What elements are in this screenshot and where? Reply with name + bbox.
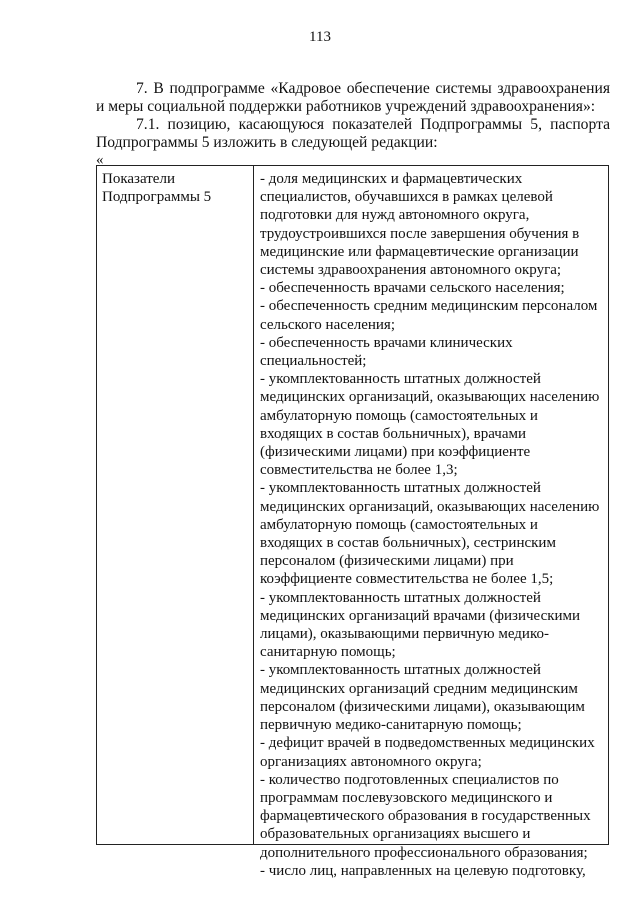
table-label-line: Показатели [102,171,175,187]
indicator-line: амбулаторную помощь (самостоятельных и [260,407,538,424]
indicator-line: - дефицит врачей в подведомственных медицинских [260,735,595,752]
paragraph-amendment-instruction: 7.1. позицию, касающуюся показателей Подпрограммы 5, паспорта Подпрограммы 5 изложить в следующей редакции: [96,116,610,151]
indicators-table [96,165,609,879]
paragraph-subprogram-heading: 7. В подпрограмме «Кадровое обеспечение системы здравоохранения и меры социальной поддержки работников учреждений здравоохранения»: [96,80,610,115]
indicator-line: - обеспеченность врачами сельского населения; [260,280,565,297]
page-number: 113 [309,29,331,45]
indicator-line: - укомплектованность штатных должностей [260,589,541,606]
table-row-label [102,170,252,206]
indicator-line: программам послевузовского медицинского и [260,789,553,806]
indicator-line: - количество подготовленных специалистов по [260,771,559,788]
indicator-line: медицинских организаций, оказывающих населению [260,498,600,515]
indicator-line: лицами), оказывающими первичную медико- [260,626,549,643]
table-label-column [97,166,254,844]
indicator-line: образовательных организациях высшего и [260,826,531,843]
indicator-line: санитарную помощь; [260,644,396,661]
indicator-line: - обеспеченность средним медицинским персоналом [260,298,598,315]
indicator-line: специальностей; [260,353,367,370]
indicator-line: коэффициенте совместительства не более 1,5; [260,571,554,588]
indicator-line: - укомплектованность штатных должностей [260,371,541,388]
indicator-line: подготовки для нужд автономного округа, [260,207,530,224]
indicator-line: совместительства не более 1,3; [260,462,458,479]
indicator-line: персоналом (физическими лицами) при [260,553,514,570]
indicator-line: первичную медико-санитарную помощь; [260,717,522,734]
indicator-line: дополнительного профессионального образования; [260,844,588,861]
indicator-line: медицинские или фармацевтические организации [260,243,579,260]
indicator-line: входящих в состав больничных), врачами [260,425,527,442]
indicator-line: специалистов, обучавшихся в рамках целевой [260,189,553,206]
indicator-line: организациях автономного округа; [260,753,482,770]
indicators-list [260,170,605,880]
indicator-line: медицинских организаций врачами (физическими [260,607,581,624]
indicator-line: - обеспеченность врачами клинических [260,334,513,351]
indicator-line: медицинских организаций, оказывающих населению [260,389,600,406]
indicator-line: фармацевтического образования в государственных [260,808,591,825]
indicator-line: трудоустроившихся после завершения обучения в [260,225,580,242]
indicator-line: - доля медицинских и фармацевтических [260,171,523,187]
indicator-line: - укомплектованность штатных должностей [260,480,541,497]
indicator-line: медицинских организаций средним медицинским [260,680,578,697]
indicator-line: системы здравоохранения автономного округа; [260,262,562,279]
indicator-line: (физическими лицами) при коэффициенте [260,444,531,461]
indicator-line: сельского населения; [260,316,395,333]
indicator-line: амбулаторную помощь (самостоятельных и [260,516,538,533]
table-label-line: Подпрограммы 5 [102,189,212,206]
indicator-line: - число лиц, направленных на целевую подготовку, [260,862,586,879]
opening-quote-mark: « [96,152,104,168]
indicator-line: персоналом (физическими лицами), оказывающим [260,698,585,715]
indicator-line: - укомплектованность штатных должностей [260,662,541,679]
indicator-line: входящих в состав больничных), сестринским [260,535,556,552]
